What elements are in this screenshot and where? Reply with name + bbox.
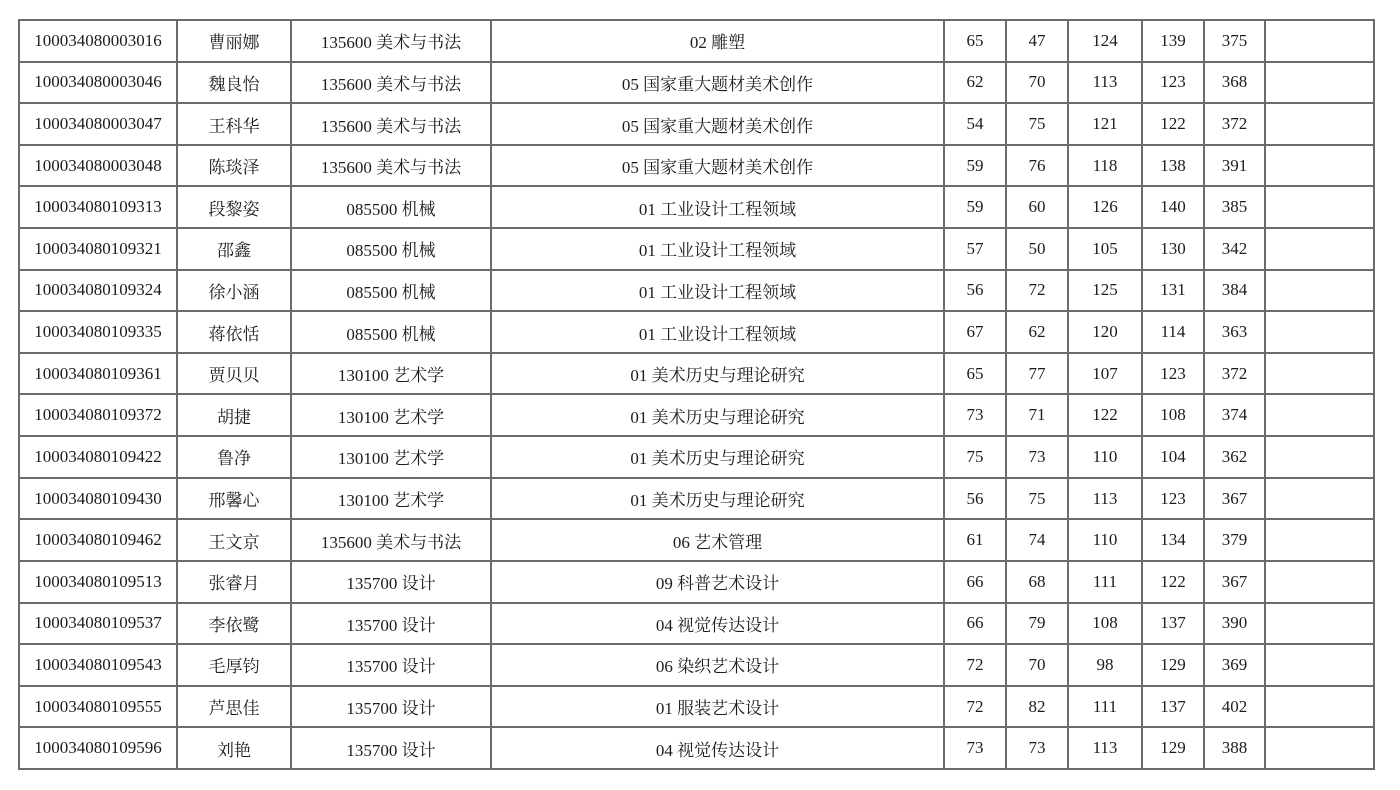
- cell-major: 085500 机械: [291, 186, 491, 228]
- cell-direction: 02 雕塑: [491, 20, 944, 62]
- cell-total: 368: [1204, 62, 1265, 104]
- cell-major: 135600 美术与书法: [291, 62, 491, 104]
- cell-candidate-id: 100034080109321: [19, 228, 177, 270]
- cell-score-3: 98: [1068, 644, 1142, 686]
- cell-score-3: 125: [1068, 270, 1142, 312]
- cell-score-3: 122: [1068, 394, 1142, 436]
- cell-name: 胡捷: [177, 394, 291, 436]
- cell-score-4: 134: [1142, 519, 1204, 561]
- cell-remark: [1265, 686, 1374, 728]
- cell-score-1: 62: [944, 62, 1006, 104]
- cell-name: 毛厚钧: [177, 644, 291, 686]
- cell-name: 徐小涵: [177, 270, 291, 312]
- cell-score-1: 59: [944, 145, 1006, 187]
- cell-candidate-id: 100034080109596: [19, 727, 177, 769]
- cell-remark: [1265, 353, 1374, 395]
- table-row: [19, 228, 1374, 270]
- table-row: [19, 186, 1374, 228]
- cell-score-4: 131: [1142, 270, 1204, 312]
- cell-score-3: 124: [1068, 20, 1142, 62]
- cell-direction: 01 美术历史与理论研究: [491, 353, 944, 395]
- table-row: [19, 311, 1374, 353]
- cell-score-4: 130: [1142, 228, 1204, 270]
- cell-direction: 01 美术历史与理论研究: [491, 478, 944, 520]
- cell-candidate-id: 100034080003046: [19, 62, 177, 104]
- cell-candidate-id: 100034080109462: [19, 519, 177, 561]
- table-row: [19, 103, 1374, 145]
- cell-score-3: 108: [1068, 603, 1142, 645]
- cell-score-4: 129: [1142, 727, 1204, 769]
- cell-score-3: 105: [1068, 228, 1142, 270]
- cell-name: 王科华: [177, 103, 291, 145]
- cell-score-2: 79: [1006, 603, 1068, 645]
- cell-total: 362: [1204, 436, 1265, 478]
- cell-total: 372: [1204, 353, 1265, 395]
- cell-score-1: 65: [944, 353, 1006, 395]
- cell-remark: [1265, 644, 1374, 686]
- cell-total: 374: [1204, 394, 1265, 436]
- cell-remark: [1265, 561, 1374, 603]
- cell-major: 130100 艺术学: [291, 394, 491, 436]
- cell-name: 芦思佳: [177, 686, 291, 728]
- cell-remark: [1265, 519, 1374, 561]
- cell-score-4: 123: [1142, 478, 1204, 520]
- table-row: [19, 478, 1374, 520]
- cell-score-1: 73: [944, 394, 1006, 436]
- cell-candidate-id: 100034080003048: [19, 145, 177, 187]
- cell-major: 085500 机械: [291, 270, 491, 312]
- cell-score-4: 139: [1142, 20, 1204, 62]
- cell-remark: [1265, 270, 1374, 312]
- cell-name: 邵鑫: [177, 228, 291, 270]
- cell-candidate-id: 100034080109513: [19, 561, 177, 603]
- cell-score-1: 54: [944, 103, 1006, 145]
- cell-major: 135700 设计: [291, 727, 491, 769]
- cell-major: 135700 设计: [291, 644, 491, 686]
- cell-direction: 05 国家重大题材美术创作: [491, 145, 944, 187]
- cell-remark: [1265, 603, 1374, 645]
- cell-total: 385: [1204, 186, 1265, 228]
- cell-score-2: 60: [1006, 186, 1068, 228]
- cell-score-1: 67: [944, 311, 1006, 353]
- table-row: [19, 644, 1374, 686]
- cell-score-3: 107: [1068, 353, 1142, 395]
- cell-candidate-id: 100034080109555: [19, 686, 177, 728]
- cell-name: 刘艳: [177, 727, 291, 769]
- cell-name: 贾贝贝: [177, 353, 291, 395]
- cell-score-2: 72: [1006, 270, 1068, 312]
- cell-name: 陈琰泽: [177, 145, 291, 187]
- cell-total: 369: [1204, 644, 1265, 686]
- cell-score-3: 118: [1068, 145, 1142, 187]
- cell-score-4: 140: [1142, 186, 1204, 228]
- cell-direction: 01 工业设计工程领域: [491, 186, 944, 228]
- cell-score-1: 72: [944, 686, 1006, 728]
- cell-score-3: 113: [1068, 478, 1142, 520]
- table-row: [19, 394, 1374, 436]
- cell-major: 085500 机械: [291, 311, 491, 353]
- cell-total: 375: [1204, 20, 1265, 62]
- cell-name: 曹丽娜: [177, 20, 291, 62]
- cell-name: 李依鹭: [177, 603, 291, 645]
- table-row: [19, 519, 1374, 561]
- cell-major: 135600 美术与书法: [291, 519, 491, 561]
- table-row: [19, 145, 1374, 187]
- cell-name: 段黎姿: [177, 186, 291, 228]
- table-row: [19, 20, 1374, 62]
- cell-score-2: 77: [1006, 353, 1068, 395]
- cell-name: 魏良怡: [177, 62, 291, 104]
- cell-total: 367: [1204, 561, 1265, 603]
- cell-major: 135600 美术与书法: [291, 20, 491, 62]
- table-row: [19, 270, 1374, 312]
- cell-direction: 06 染织艺术设计: [491, 644, 944, 686]
- cell-remark: [1265, 436, 1374, 478]
- cell-score-2: 70: [1006, 644, 1068, 686]
- cell-score-4: 137: [1142, 603, 1204, 645]
- cell-candidate-id: 100034080109372: [19, 394, 177, 436]
- cell-direction: 01 工业设计工程领域: [491, 311, 944, 353]
- cell-score-2: 71: [1006, 394, 1068, 436]
- cell-total: 402: [1204, 686, 1265, 728]
- cell-major: 085500 机械: [291, 228, 491, 270]
- table-row: [19, 436, 1374, 478]
- cell-score-3: 126: [1068, 186, 1142, 228]
- cell-candidate-id: 100034080003047: [19, 103, 177, 145]
- cell-score-1: 72: [944, 644, 1006, 686]
- cell-score-4: 104: [1142, 436, 1204, 478]
- cell-score-2: 75: [1006, 478, 1068, 520]
- cell-direction: 01 工业设计工程领域: [491, 228, 944, 270]
- cell-total: 391: [1204, 145, 1265, 187]
- cell-direction: 05 国家重大题材美术创作: [491, 103, 944, 145]
- cell-score-2: 73: [1006, 727, 1068, 769]
- cell-score-2: 70: [1006, 62, 1068, 104]
- cell-score-1: 61: [944, 519, 1006, 561]
- cell-score-4: 114: [1142, 311, 1204, 353]
- score-table-container: [18, 19, 1375, 770]
- cell-score-3: 111: [1068, 686, 1142, 728]
- cell-score-2: 82: [1006, 686, 1068, 728]
- cell-score-1: 65: [944, 20, 1006, 62]
- cell-direction: 04 视觉传达设计: [491, 727, 944, 769]
- cell-score-4: 137: [1142, 686, 1204, 728]
- cell-direction: 01 美术历史与理论研究: [491, 394, 944, 436]
- cell-score-4: 123: [1142, 353, 1204, 395]
- cell-total: 342: [1204, 228, 1265, 270]
- cell-remark: [1265, 394, 1374, 436]
- cell-score-3: 113: [1068, 62, 1142, 104]
- cell-remark: [1265, 228, 1374, 270]
- cell-score-1: 73: [944, 727, 1006, 769]
- cell-name: 蒋依恬: [177, 311, 291, 353]
- cell-score-4: 122: [1142, 103, 1204, 145]
- cell-total: 379: [1204, 519, 1265, 561]
- cell-score-2: 50: [1006, 228, 1068, 270]
- cell-candidate-id: 100034080109361: [19, 353, 177, 395]
- cell-score-1: 57: [944, 228, 1006, 270]
- cell-remark: [1265, 478, 1374, 520]
- cell-candidate-id: 100034080109422: [19, 436, 177, 478]
- table-row: [19, 62, 1374, 104]
- cell-score-3: 110: [1068, 436, 1142, 478]
- cell-score-2: 68: [1006, 561, 1068, 603]
- cell-score-4: 122: [1142, 561, 1204, 603]
- cell-total: 363: [1204, 311, 1265, 353]
- cell-score-3: 111: [1068, 561, 1142, 603]
- cell-name: 王文京: [177, 519, 291, 561]
- cell-total: 390: [1204, 603, 1265, 645]
- cell-major: 130100 艺术学: [291, 436, 491, 478]
- cell-candidate-id: 100034080109537: [19, 603, 177, 645]
- table-row: [19, 603, 1374, 645]
- cell-score-3: 121: [1068, 103, 1142, 145]
- cell-direction: 06 艺术管理: [491, 519, 944, 561]
- cell-candidate-id: 100034080109313: [19, 186, 177, 228]
- cell-direction: 01 工业设计工程领域: [491, 270, 944, 312]
- cell-major: 135600 美术与书法: [291, 145, 491, 187]
- cell-score-1: 59: [944, 186, 1006, 228]
- cell-score-4: 138: [1142, 145, 1204, 187]
- cell-remark: [1265, 727, 1374, 769]
- cell-direction: 01 美术历史与理论研究: [491, 436, 944, 478]
- cell-score-1: 66: [944, 603, 1006, 645]
- cell-total: 372: [1204, 103, 1265, 145]
- cell-total: 367: [1204, 478, 1265, 520]
- cell-score-2: 73: [1006, 436, 1068, 478]
- cell-candidate-id: 100034080109335: [19, 311, 177, 353]
- score-table: [18, 19, 1375, 770]
- cell-remark: [1265, 62, 1374, 104]
- cell-direction: 05 国家重大题材美术创作: [491, 62, 944, 104]
- cell-candidate-id: 100034080109430: [19, 478, 177, 520]
- cell-total: 384: [1204, 270, 1265, 312]
- cell-name: 张睿月: [177, 561, 291, 603]
- table-row: [19, 727, 1374, 769]
- cell-score-2: 62: [1006, 311, 1068, 353]
- cell-major: 135700 设计: [291, 686, 491, 728]
- table-row: [19, 686, 1374, 728]
- cell-major: 135600 美术与书法: [291, 103, 491, 145]
- cell-remark: [1265, 186, 1374, 228]
- cell-direction: 09 科普艺术设计: [491, 561, 944, 603]
- cell-remark: [1265, 20, 1374, 62]
- cell-score-3: 113: [1068, 727, 1142, 769]
- table-row: [19, 353, 1374, 395]
- cell-name: 鲁净: [177, 436, 291, 478]
- cell-score-2: 47: [1006, 20, 1068, 62]
- cell-candidate-id: 100034080109324: [19, 270, 177, 312]
- cell-score-1: 66: [944, 561, 1006, 603]
- cell-remark: [1265, 311, 1374, 353]
- cell-candidate-id: 100034080109543: [19, 644, 177, 686]
- cell-score-3: 110: [1068, 519, 1142, 561]
- cell-score-4: 129: [1142, 644, 1204, 686]
- cell-remark: [1265, 103, 1374, 145]
- cell-score-4: 108: [1142, 394, 1204, 436]
- cell-total: 388: [1204, 727, 1265, 769]
- cell-major: 130100 艺术学: [291, 353, 491, 395]
- cell-major: 130100 艺术学: [291, 478, 491, 520]
- cell-remark: [1265, 145, 1374, 187]
- cell-major: 135700 设计: [291, 603, 491, 645]
- cell-major: 135700 设计: [291, 561, 491, 603]
- cell-direction: 04 视觉传达设计: [491, 603, 944, 645]
- cell-score-1: 75: [944, 436, 1006, 478]
- cell-candidate-id: 100034080003016: [19, 20, 177, 62]
- cell-score-1: 56: [944, 478, 1006, 520]
- cell-name: 邢馨心: [177, 478, 291, 520]
- cell-direction: 01 服装艺术设计: [491, 686, 944, 728]
- table-row: [19, 561, 1374, 603]
- cell-score-4: 123: [1142, 62, 1204, 104]
- cell-score-3: 120: [1068, 311, 1142, 353]
- cell-score-2: 76: [1006, 145, 1068, 187]
- cell-score-2: 74: [1006, 519, 1068, 561]
- score-table-body: [19, 20, 1374, 769]
- cell-score-1: 56: [944, 270, 1006, 312]
- cell-score-2: 75: [1006, 103, 1068, 145]
